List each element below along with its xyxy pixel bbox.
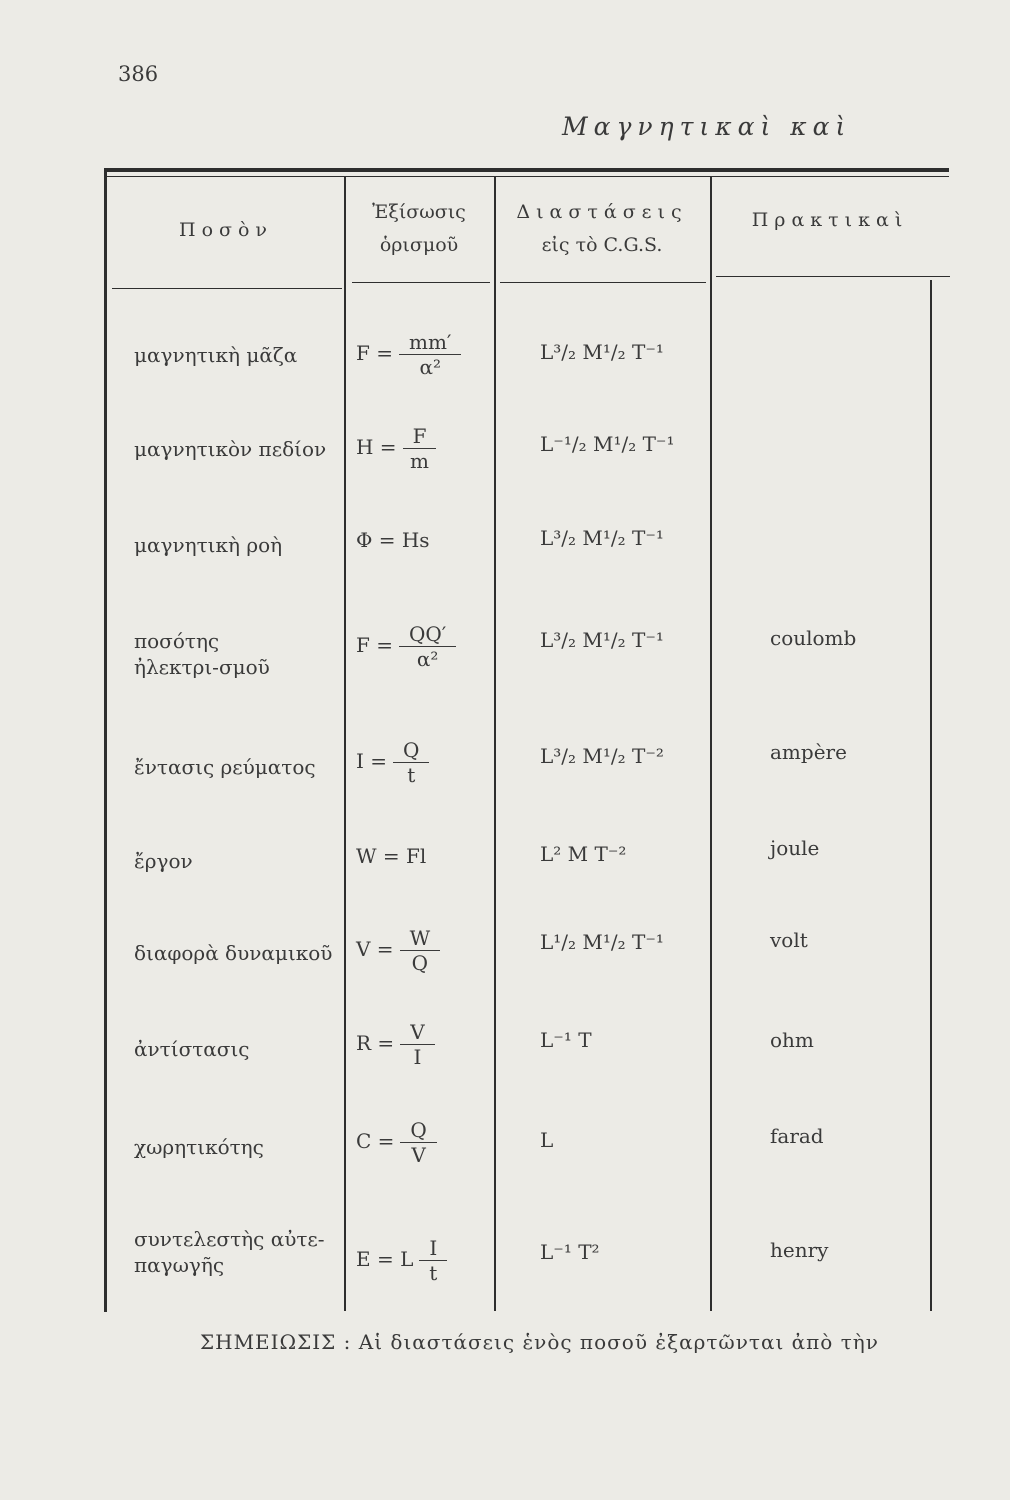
row-10-denominator: t [429,1261,438,1285]
row-7-eq-lhs: V = [356,937,394,961]
row-9-eq-lhs: C = [356,1129,395,1153]
column-divider-1 [344,176,346,1311]
row-1-fraction [399,330,461,379]
row-6-equation: W = Fl [356,844,427,868]
row-10-equation [356,1236,496,1285]
row-9-dimensions: L [540,1128,554,1152]
row-9-numerator: Q [400,1118,436,1143]
row-2-equation [356,424,496,473]
row-5-quantity: ἔντασις ρεύματος [134,755,316,779]
row-10-dimensions: L⁻¹ T² [540,1240,600,1264]
row-10-eq-lhs: E = L [356,1247,414,1271]
row-4-equation [356,622,496,671]
row-7-dimensions: L¹/₂ M¹/₂ T⁻¹ [540,930,664,954]
row-6-dimensions: L² M T⁻² [540,842,627,866]
row-5-dimensions: L³/₂ M¹/₂ T⁻² [540,744,664,768]
row-5-denominator: t [407,763,416,787]
row-1-equation [356,330,496,379]
row-8-denominator: I [413,1045,422,1069]
page-number: 386 [118,62,159,86]
row-9-denominator: V [411,1143,426,1167]
table-top-rule-thin [104,176,949,177]
row-4-unit: coulomb [770,626,857,650]
row-7-denominator: Q [411,951,429,975]
row-1-eq-lhs: F = [356,341,393,365]
row-1-numerator: mm′ [399,330,461,355]
row-2-eq-lhs: H = [356,435,397,459]
header-dimensions-line2: εἰς τὸ C.G.S. [541,234,663,256]
row-8-eq-lhs: R = [356,1031,395,1055]
row-4-fraction [399,622,456,671]
row-5-unit: ampère [770,740,847,764]
row-8-dimensions: L⁻¹ T [540,1028,592,1052]
header-equation-line1: Ἐξίσωσις [372,201,466,223]
row-3-dimensions: L³/₂ M¹/₂ T⁻¹ [540,526,664,550]
row-5-equation [356,738,496,787]
row-8-quantity: ἀντίστασις [134,1037,250,1061]
row-3-equation: Φ = Hs [356,528,430,552]
row-10-unit: henry [770,1238,829,1262]
row-4-eq-lhs: F = [356,633,393,657]
header-quantity [110,214,342,247]
column-divider-3 [710,176,712,1311]
row-1-quantity: μαγνητικὴ μᾶζα [134,343,298,367]
row-4-dimensions: L³/₂ M¹/₂ T⁻¹ [540,628,664,652]
row-1-dimensions: L³/₂ M¹/₂ T⁻¹ [540,340,664,364]
row-2-quantity: μαγνητικὸν πεδίον [134,437,327,461]
row-5-fraction [393,738,429,787]
row-6-quantity: ἔργον [134,849,193,873]
row-7-fraction [400,926,441,975]
header-quantity-label: Ποσὸν [179,219,273,241]
row-2-denominator: m [410,449,429,473]
row-9-unit: farad [770,1124,824,1148]
row-6-unit: joule [770,836,820,860]
row-4-denominator: α² [416,647,439,671]
row-7-equation [356,926,496,975]
row-2-fraction [403,424,437,473]
table-top-rule [104,168,949,172]
header-dimensions [496,196,708,262]
row-5-eq-lhs: I = [356,749,388,773]
row-9-fraction [400,1118,436,1167]
header-practical-label: Πρακτικαὶ [751,209,909,231]
row-9-equation [356,1118,496,1167]
row-1-denominator: α² [419,355,441,379]
row-5-numerator: Q [393,738,429,763]
row-2-numerator: F [403,424,437,449]
header-underline-2 [352,282,490,283]
row-4-numerator: QQ′ [399,622,456,647]
row-8-numerator: V [400,1020,434,1045]
row-4-quantity: ποσότης ἠλεκτρι-σμοῦ [134,629,270,679]
row-7-unit: volt [770,928,808,952]
table-left-border [104,170,107,1312]
row-10-fraction [419,1236,447,1285]
header-equation [346,196,492,262]
header-practical [712,204,948,237]
row-10-quantity: συντελεστὴς αὐτε-παγωγῆς [134,1227,325,1277]
row-7-quantity: διαφορὰ δυναμικοῦ [134,941,333,965]
row-8-unit: ohm [770,1028,814,1052]
row-8-fraction [400,1020,434,1069]
header-underline-4 [716,276,950,277]
row-3-quantity: μαγνητικὴ ροὴ [134,533,283,557]
header-underline-3 [500,282,706,283]
header-underline-1 [112,288,342,289]
table-right-border [930,280,932,1311]
row-9-quantity: χωρητικότης [134,1135,264,1159]
running-title: Μαγνητικαὶ καὶ [562,112,852,141]
row-7-numerator: W [400,926,441,951]
row-2-dimensions: L⁻¹/₂ M¹/₂ T⁻¹ [540,432,675,456]
row-10-numerator: I [419,1236,447,1261]
footnote: ΣΗΜΕΙΩΣΙΣ : Αἱ διαστάσεις ἑνὸς ποσοῦ ἐξαρτῶνται ἀπὸ τὴν [200,1330,879,1354]
row-8-equation [356,1020,496,1069]
header-dimensions-line1: Διαστάσεις [516,201,688,223]
header-equation-line2: ὁρισμοῦ [379,234,459,256]
